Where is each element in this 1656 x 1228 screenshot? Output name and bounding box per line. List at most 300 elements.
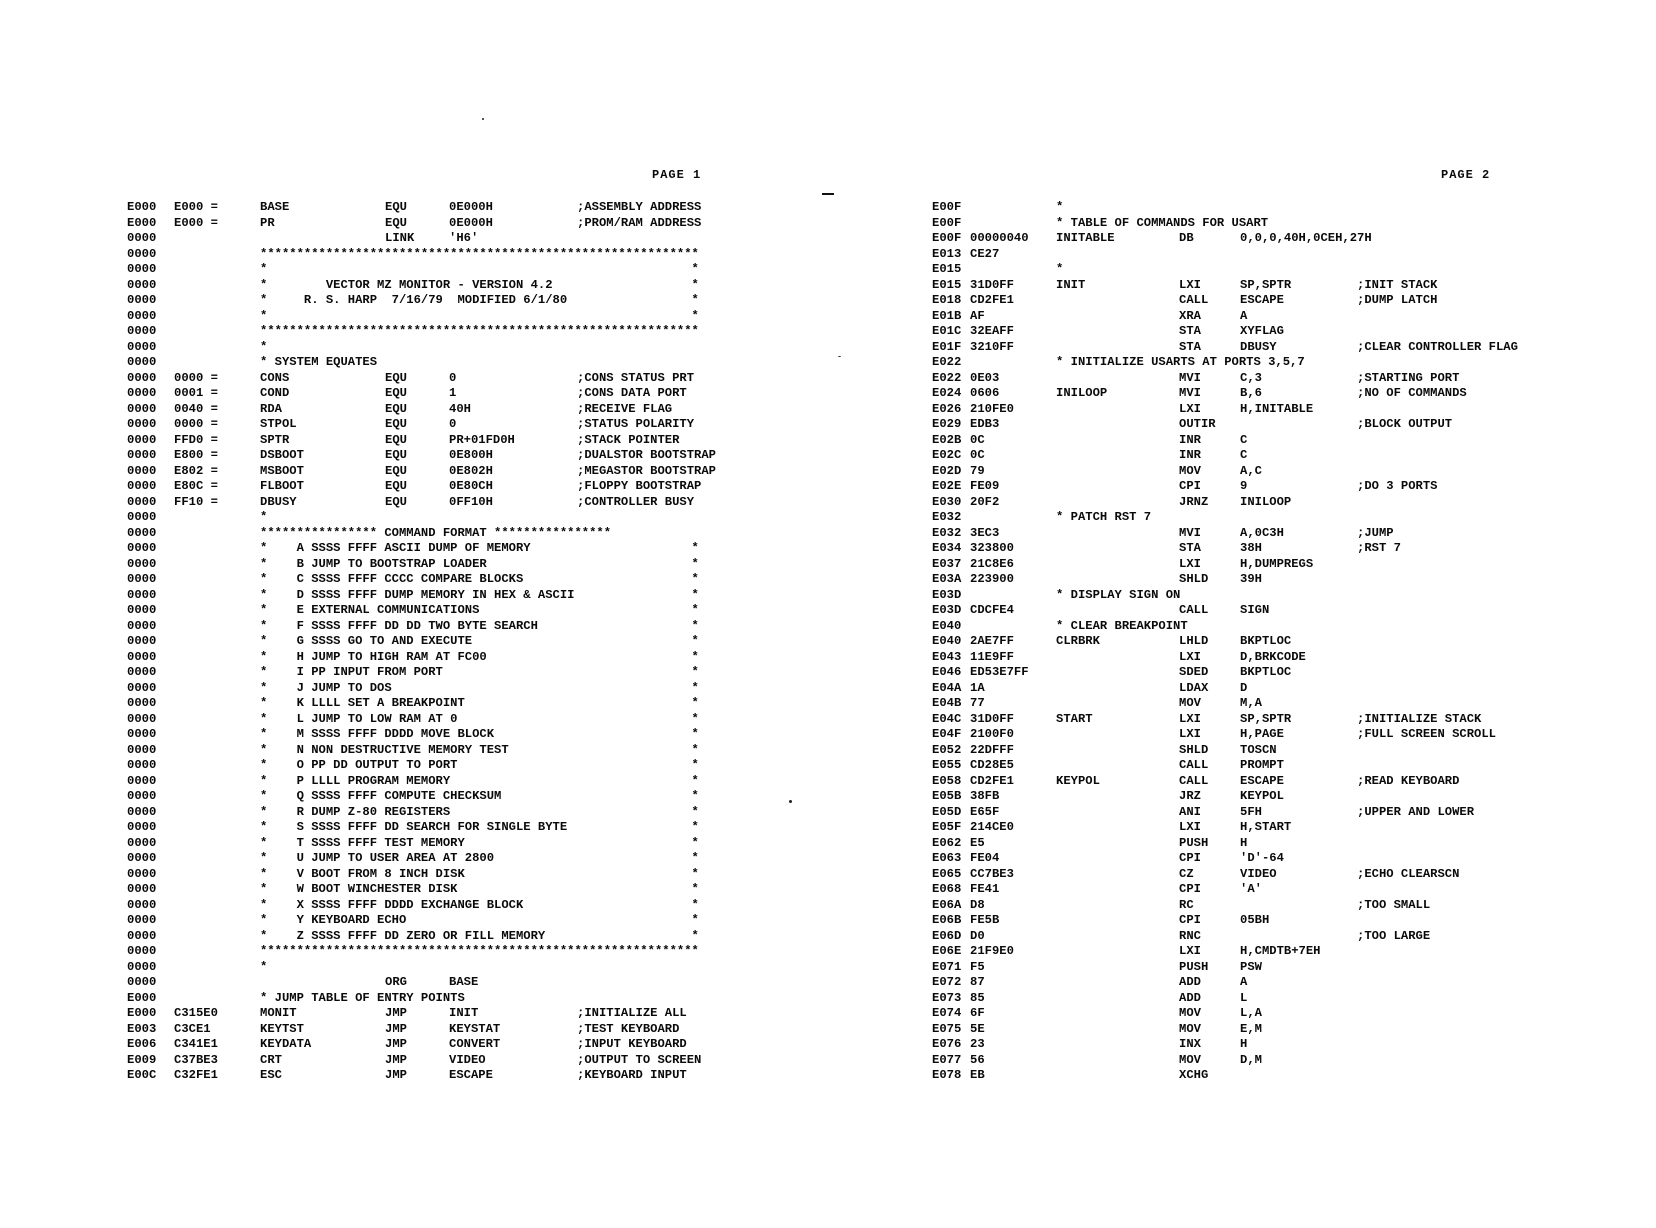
opcode-column: EQU [385,401,407,416]
address-column: 0000 [127,308,157,323]
comment-column: ;CONS DATA PORT [577,386,687,400]
operand-column: DBUSY [1240,339,1277,354]
opcode-column: MOV [1179,1006,1201,1020]
opcode-column: EQU [385,386,407,400]
object-code-column: 77 [970,696,985,710]
address-column: 0000 [127,665,157,679]
opcode-column: LXI [1179,401,1201,416]
address-column: 0000 [127,928,157,943]
address-column: E000 [127,215,157,230]
label-column: DSBOOT [260,448,304,462]
opcode-column: JMP [385,1052,407,1067]
opcode-column: MVI [1179,525,1201,540]
address-column: E063 [932,851,962,865]
opcode-column: STA [1179,324,1201,338]
operand-column: D,M [1240,1052,1262,1067]
object-code-column: C32FE1 [174,1068,218,1082]
address-column: 0000 [127,959,157,974]
address-column: E02B [932,432,962,447]
object-code-column: 2AE7FF [970,634,1014,648]
opcode-column: CALL [1179,293,1209,307]
object-code-column: ED53E7FF [970,665,1029,679]
address-column: 0000 [127,866,157,881]
source-comment-line: * CLEAR BREAKPOINT [1056,618,1188,633]
operand-column: H [1240,835,1248,850]
opcode-column: JMP [385,1068,407,1082]
operand-column: BKPTLOC [1240,665,1292,679]
comment-column: ;KEYBOARD INPUT [577,1068,687,1082]
operand-column: 0E800H [449,448,493,462]
address-column: 0000 [127,432,157,447]
operand-column: KEYSTAT [449,1021,501,1036]
object-code-column: 56 [970,1052,985,1067]
address-column: 0000 [127,246,157,261]
address-column: E02E [932,479,962,493]
object-code-column: 85 [970,990,985,1005]
source-comment-line: ************************************************************ [260,944,699,958]
opcode-column: ANI [1179,804,1201,819]
object-code-column: 3210FF [970,339,1014,354]
opcode-column: LDAX [1179,680,1209,695]
address-column: E029 [932,417,962,431]
operand-column: 'H6' [449,231,479,245]
address-column: E024 [932,386,962,400]
address-column: 0000 [127,370,157,385]
address-column: 0000 [127,494,157,509]
address-column: 0000 [127,634,157,648]
address-column: 0000 [127,572,157,586]
label-column: INIT [1056,277,1086,292]
source-comment-line: * S SSSS FFFF DD SEARCH FOR SINGLE BYTE * [260,820,699,834]
source-comment-line: * [1056,200,1064,214]
operand-column: A [1240,975,1248,989]
address-column: E055 [932,758,962,772]
source-comment-line: * JUMP TABLE OF ENTRY POINTS [260,990,465,1005]
comment-column: ;PROM/RAM ADDRESS [577,215,702,230]
address-column: 0000 [127,339,157,354]
operand-column: ESCAPE [1240,293,1284,307]
object-code-column: 0606 [970,386,1000,400]
address-column: E040 [932,634,962,648]
source-comment-line: * I PP INPUT FROM PORT * [260,665,699,679]
opcode-column: CALL [1179,758,1209,772]
source-comment-line: * M SSSS FFFF DDDD MOVE BLOCK * [260,727,699,741]
source-comment-line: * TABLE OF COMMANDS FOR USART [1056,215,1269,230]
opcode-column: EQU [385,479,407,493]
opcode-column: EQU [385,494,407,509]
object-code-column: 0040 = [174,401,218,416]
source-comment-line: * VECTOR MZ MONITOR - VERSION 4.2 * [260,277,699,292]
operand-column: L,A [1240,1006,1262,1020]
object-code-column: E5 [970,835,985,850]
scan-speck [838,356,841,357]
address-column: E06A [932,897,962,912]
opcode-column: CALL [1179,773,1209,788]
object-code-column: 3EC3 [970,525,1000,540]
source-comment-line: * W BOOT WINCHESTER DISK * [260,882,699,896]
source-comment-line: **************** COMMAND FORMAT **************** [260,525,612,540]
label-column: INITABLE [1056,231,1115,245]
source-comment-line: * V BOOT FROM 8 INCH DISK * [260,866,699,881]
page-number: PAGE 1 [652,168,702,182]
opcode-column: ADD [1179,975,1201,989]
object-code-column: E800 = [174,448,218,462]
operand-column: CONVERT [449,1037,501,1051]
object-code-column: F5 [970,959,985,974]
opcode-column: LXI [1179,820,1201,834]
comment-column: ;UPPER AND LOWER [1357,804,1475,819]
opcode-column: XRA [1179,308,1201,323]
address-column: 0000 [127,897,157,912]
label-column: MSBOOT [260,463,304,478]
address-column: E052 [932,742,962,757]
object-code-column: 21C8E6 [970,556,1014,571]
object-code-column: CDCFE4 [970,603,1014,617]
source-comment-line: ************************************************************ [260,324,699,338]
source-comment-line: * [1056,262,1064,276]
address-column: E05F [932,820,962,834]
address-column: E01F [932,339,962,354]
object-code-column: E000 = [174,200,218,214]
label-column: ESC [260,1068,282,1082]
source-comment-line: * K LLLL SET A BREAKPOINT * [260,696,699,710]
opcode-column: LXI [1179,711,1201,726]
operand-column: BKPTLOC [1240,634,1292,648]
object-code-column: C341E1 [174,1037,218,1051]
comment-column: ;TOO SMALL [1357,897,1431,912]
object-code-column: FE41 [970,882,1000,896]
object-code-column: D0 [970,928,985,943]
source-comment-line: * G SSSS GO TO AND EXECUTE * [260,634,699,648]
address-column: E04C [932,711,962,726]
address-column: 0000 [127,479,157,493]
address-column: E00F [932,215,962,230]
source-comment-line: * SYSTEM EQUATES [260,355,378,369]
address-column: 0000 [127,448,157,462]
operand-column: ESCAPE [449,1068,493,1082]
source-comment-line: * Q SSSS FFFF COMPUTE CHECKSUM * [260,789,699,803]
operand-column: H,INITABLE [1240,401,1314,416]
object-code-column: 23 [970,1037,985,1051]
address-column: E06B [932,913,962,927]
operand-column: XYFLAG [1240,324,1284,338]
opcode-column: LXI [1179,727,1201,741]
source-comment-line: * L JUMP TO LOW RAM AT 0 * [260,711,699,726]
source-comment-line: * N NON DESTRUCTIVE MEMORY TEST * [260,742,699,757]
label-column: START [1056,711,1093,726]
address-column: E077 [932,1052,962,1067]
comment-column: ;RECEIVE FLAG [577,401,673,416]
address-column: E032 [932,525,962,540]
scan-speck [482,118,484,120]
address-column: E003 [127,1021,157,1036]
object-code-column: FE5B [970,913,1000,927]
label-column: PR [260,215,275,230]
operand-column: 40H [449,401,471,416]
address-column: 0000 [127,525,157,540]
operand-column: SP,SPTR [1240,277,1292,292]
address-column: E02C [932,448,962,462]
comment-column: ;FULL SCREEN SCROLL [1357,727,1496,741]
object-code-column: 11E9FF [970,649,1014,664]
address-column: 0000 [127,355,157,369]
comment-column: ;ASSEMBLY ADDRESS [577,200,702,214]
object-code-column: CD28E5 [970,758,1014,772]
address-column: 0000 [127,649,157,664]
object-code-column: 87 [970,975,985,989]
operand-column: BASE [449,975,479,989]
object-code-column: E80C = [174,479,218,493]
operand-column: INILOOP [1240,494,1292,509]
opcode-column: RC [1179,897,1194,912]
operand-column: SIGN [1240,603,1270,617]
label-column: STPOL [260,417,297,431]
address-column: 0000 [127,882,157,896]
address-column: 0000 [127,711,157,726]
listing-page-2 [830,0,1656,1228]
address-column: E00F [932,231,962,245]
opcode-column: STA [1179,339,1201,354]
object-code-column: 5E [970,1021,985,1036]
address-column: E058 [932,773,962,788]
label-column: RDA [260,401,282,416]
address-column: E04A [932,680,962,695]
address-column: E071 [932,959,962,974]
opcode-column: RNC [1179,928,1201,943]
object-code-column: EB [970,1068,985,1082]
object-code-column: 00000040 [970,231,1029,245]
object-code-column: FE04 [970,851,1000,865]
opcode-column: INR [1179,448,1201,462]
comment-column: ;CONS STATUS PRT [577,370,695,385]
operand-column: 0 [449,370,457,385]
operand-column: 05BH [1240,913,1270,927]
opcode-column: EQU [385,432,407,447]
operand-column: A [1240,308,1248,323]
object-code-column: 38FB [970,789,1000,803]
address-column: E068 [932,882,962,896]
address-column: 0000 [127,463,157,478]
address-column: E022 [932,370,962,385]
opcode-column: CPI [1179,882,1201,896]
source-comment-line: * * [260,262,699,276]
object-code-column: C3CE1 [174,1021,211,1036]
address-column: 0000 [127,510,157,524]
source-comment-line: * INITIALIZE USARTS AT PORTS 3,5,7 [1056,355,1305,369]
address-column: 0000 [127,773,157,788]
address-column: E040 [932,618,962,633]
address-column: E03A [932,572,962,586]
object-code-column: CE27 [970,246,1000,261]
address-column: E000 [127,990,157,1005]
label-column: SPTR [260,432,290,447]
source-comment-line: * B JUMP TO BOOTSTRAP LOADER * [260,556,699,571]
label-column: COND [260,386,290,400]
address-column: E015 [932,262,962,276]
operand-column: ESCAPE [1240,773,1284,788]
operand-column: 0E000H [449,200,493,214]
comment-column: ;OUTPUT TO SCREEN [577,1052,702,1067]
address-column: 0000 [127,277,157,292]
operand-column: 0E80CH [449,479,493,493]
source-comment-line: * T SSSS FFFF TEST MEMORY * [260,835,699,850]
address-column: 0000 [127,618,157,633]
source-comment-line: * [260,959,268,974]
source-comment-line: ************************************************************ [260,246,699,261]
operand-column: PROMPT [1240,758,1284,772]
opcode-column: MOV [1179,696,1201,710]
address-column: 0000 [127,401,157,416]
label-column: CRT [260,1052,282,1067]
comment-column: ;DO 3 PORTS [1357,479,1438,493]
operand-column: TOSCN [1240,742,1277,757]
comment-column: ;STATUS POLARITY [577,417,695,431]
object-code-column: FFD0 = [174,432,218,447]
opcode-column: EQU [385,448,407,462]
address-column: E072 [932,975,962,989]
address-column: E04B [932,696,962,710]
source-comment-line: * R DUMP Z-80 REGISTERS * [260,804,699,819]
address-column: E073 [932,990,962,1005]
opcode-column: JMP [385,1037,407,1051]
object-code-column: FF10 = [174,494,218,509]
address-column: E037 [932,556,962,571]
object-code-column: 22DFFF [970,742,1014,757]
object-code-column: 323800 [970,541,1014,555]
label-column: CLRBRK [1056,634,1100,648]
address-column: 0000 [127,742,157,757]
object-code-column: 0000 = [174,370,218,385]
object-code-column: E000 = [174,215,218,230]
operand-column: PSW [1240,959,1262,974]
address-column: E030 [932,494,962,509]
opcode-column: EQU [385,417,407,431]
opcode-column: ADD [1179,990,1201,1005]
object-code-column: CC7BE3 [970,866,1014,881]
address-column: E03D [932,603,962,617]
operand-column: H,DUMPREGS [1240,556,1314,571]
operand-column: 0FF10H [449,494,493,509]
opcode-column: DB [1179,231,1194,245]
address-column: 0000 [127,541,157,555]
opcode-column: INX [1179,1037,1201,1051]
operand-column: PR+01FD0H [449,432,515,447]
operand-column: 1 [449,386,457,400]
comment-column: ;INPUT KEYBOARD [577,1037,687,1051]
object-code-column: FE09 [970,479,1000,493]
opcode-column: SHLD [1179,742,1209,757]
address-column: E013 [932,246,962,261]
address-column: 0000 [127,680,157,695]
operand-column: 38H [1240,541,1262,555]
object-code-column: EDB3 [970,417,1000,431]
address-column: E075 [932,1021,962,1036]
opcode-column: CZ [1179,866,1194,881]
opcode-column: CPI [1179,851,1201,865]
source-comment-line: * P LLLL PROGRAM MEMORY * [260,773,699,788]
address-column: E015 [932,277,962,292]
address-column: 0000 [127,262,157,276]
comment-column: ;CONTROLLER BUSY [577,494,695,509]
opcode-column: MOV [1179,463,1201,478]
object-code-column: 2100F0 [970,727,1014,741]
operand-column: C [1240,432,1248,447]
address-column: E065 [932,866,962,881]
source-comment-line: * A SSSS FFFF ASCII DUMP OF MEMORY * [260,541,699,555]
opcode-column: LHLD [1179,634,1209,648]
address-column: 0000 [127,556,157,571]
address-column: E01C [932,324,962,338]
comment-column: ;READ KEYBOARD [1357,773,1460,788]
opcode-column: EQU [385,370,407,385]
opcode-column: STA [1179,541,1201,555]
operand-column: 0 [449,417,457,431]
operand-column: 39H [1240,572,1262,586]
object-code-column: 0E03 [970,370,1000,385]
operand-column: C [1240,448,1248,462]
operand-column: 0E802H [449,463,493,478]
address-column: 0000 [127,587,157,602]
operand-column: H,CMDTB+7EH [1240,944,1321,958]
address-column: E078 [932,1068,962,1082]
operand-column: SP,SPTR [1240,711,1292,726]
object-code-column: 210FE0 [970,401,1014,416]
address-column: E062 [932,835,962,850]
opcode-column: JMP [385,1006,407,1020]
opcode-column: PUSH [1179,835,1209,850]
comment-column: ;INITIALIZE ALL [577,1006,687,1020]
address-column: 0000 [127,851,157,865]
source-comment-line: * X SSSS FFFF DDDD EXCHANGE BLOCK * [260,897,699,912]
source-comment-line: * * [260,308,699,323]
opcode-column: MVI [1179,370,1201,385]
object-code-column: C315E0 [174,1006,218,1020]
scan-speck [789,800,792,803]
object-code-column: 32EAFF [970,324,1014,338]
label-column: INILOOP [1056,386,1108,400]
source-comment-line: * R. S. HARP 7/16/79 MODIFIED 6/1/80 * [260,293,699,307]
operand-column: VIDEO [449,1052,486,1067]
label-column: KEYPOL [1056,773,1100,788]
opcode-column: LINK [385,231,415,245]
source-comment-line: * U JUMP TO USER AREA AT 2800 * [260,851,699,865]
source-comment-line: * F SSSS FFFF DD DD TWO BYTE SEARCH * [260,618,699,633]
opcode-column: OUTIR [1179,417,1216,431]
address-column: 0000 [127,231,157,245]
comment-column: ;STACK POINTER [577,432,680,447]
operand-column: 'D'-64 [1240,851,1284,865]
opcode-column: EQU [385,215,407,230]
address-column: E046 [932,665,962,679]
comment-column: ;TOO LARGE [1357,928,1431,943]
object-code-column: 20F2 [970,494,1000,509]
opcode-column: EQU [385,463,407,478]
comment-column: ;DUMP LATCH [1357,293,1438,307]
label-column: FLBOOT [260,479,304,493]
address-column: 0000 [127,727,157,741]
operand-column: B,6 [1240,386,1262,400]
address-column: E000 [127,200,157,214]
comment-column: ;MEGASTOR BOOTSTRAP [577,463,716,478]
opcode-column: SDED [1179,665,1209,679]
comment-column: ;CLEAR CONTROLLER FLAG [1357,339,1518,354]
comment-column: ;RST 7 [1357,541,1401,555]
operand-column: INIT [449,1006,479,1020]
opcode-column: MOV [1179,1052,1201,1067]
opcode-column: JRNZ [1179,494,1209,509]
source-comment-line: * E EXTERNAL COMMUNICATIONS * [260,603,699,617]
object-code-column: D8 [970,897,985,912]
